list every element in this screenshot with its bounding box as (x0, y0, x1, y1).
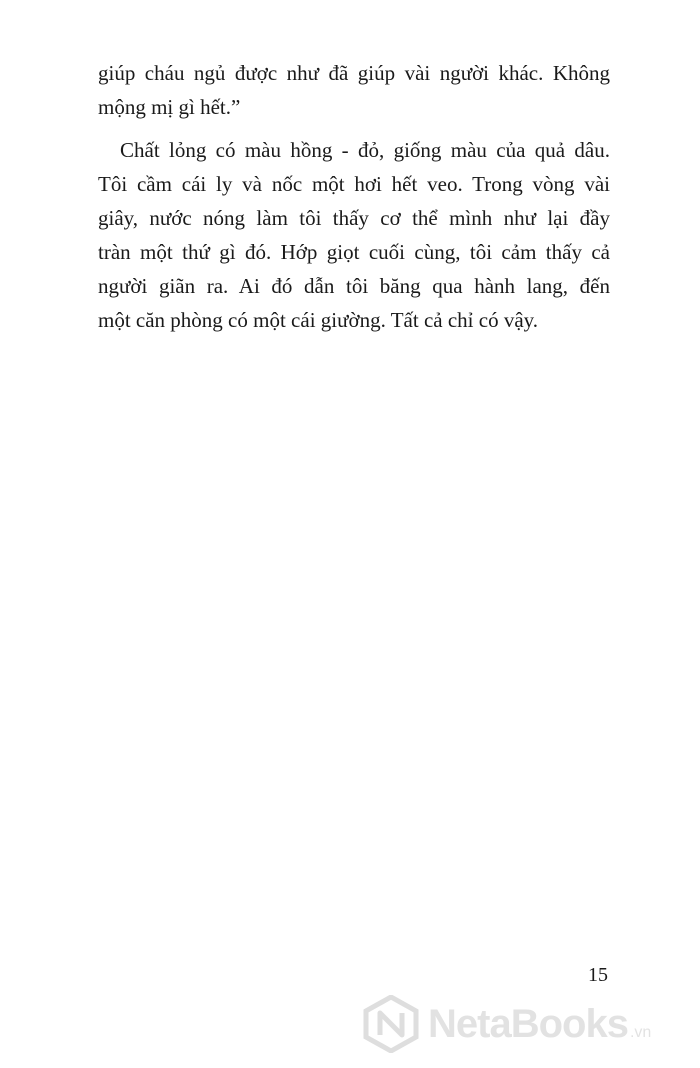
netabooks-n-logo-icon (362, 995, 420, 1053)
text-line: tràn một thứ gì đó. Hớp giọt cuối cùng, tôi cảm thấy cả (98, 240, 610, 264)
text-line: Tôi cầm cái ly và nốc một hơi hết veo. Trong vòng vài (98, 172, 610, 196)
text-line: Chất lỏng có màu hồng - đỏ, giống màu của quả dâu. (120, 138, 610, 162)
paragraph-spacer (98, 124, 610, 133)
watermark-suffix: .vn (629, 1023, 652, 1041)
text-line: người giãn ra. Ai đó dẫn tôi băng qua hành lang, đến (98, 274, 610, 298)
page-number: 15 (588, 964, 608, 986)
watermark (362, 992, 692, 1056)
text-line: giúp cháu ngủ được như đã giúp vài người khác. Không (98, 61, 610, 85)
watermark-brand (428, 1002, 651, 1047)
paragraph-2 (98, 133, 610, 337)
paragraph-1 (98, 56, 610, 124)
text-line: mộng mị gì hết.” (98, 95, 241, 119)
watermark-brand-text: NetaBooks (428, 1001, 628, 1046)
text-line: một căn phòng có một cái giường. Tất cả chỉ có vậy. (98, 308, 539, 332)
text-line: giây, nước nóng làm tôi thấy cơ thể mình như lại đầy (98, 206, 610, 230)
body-text (98, 56, 610, 337)
